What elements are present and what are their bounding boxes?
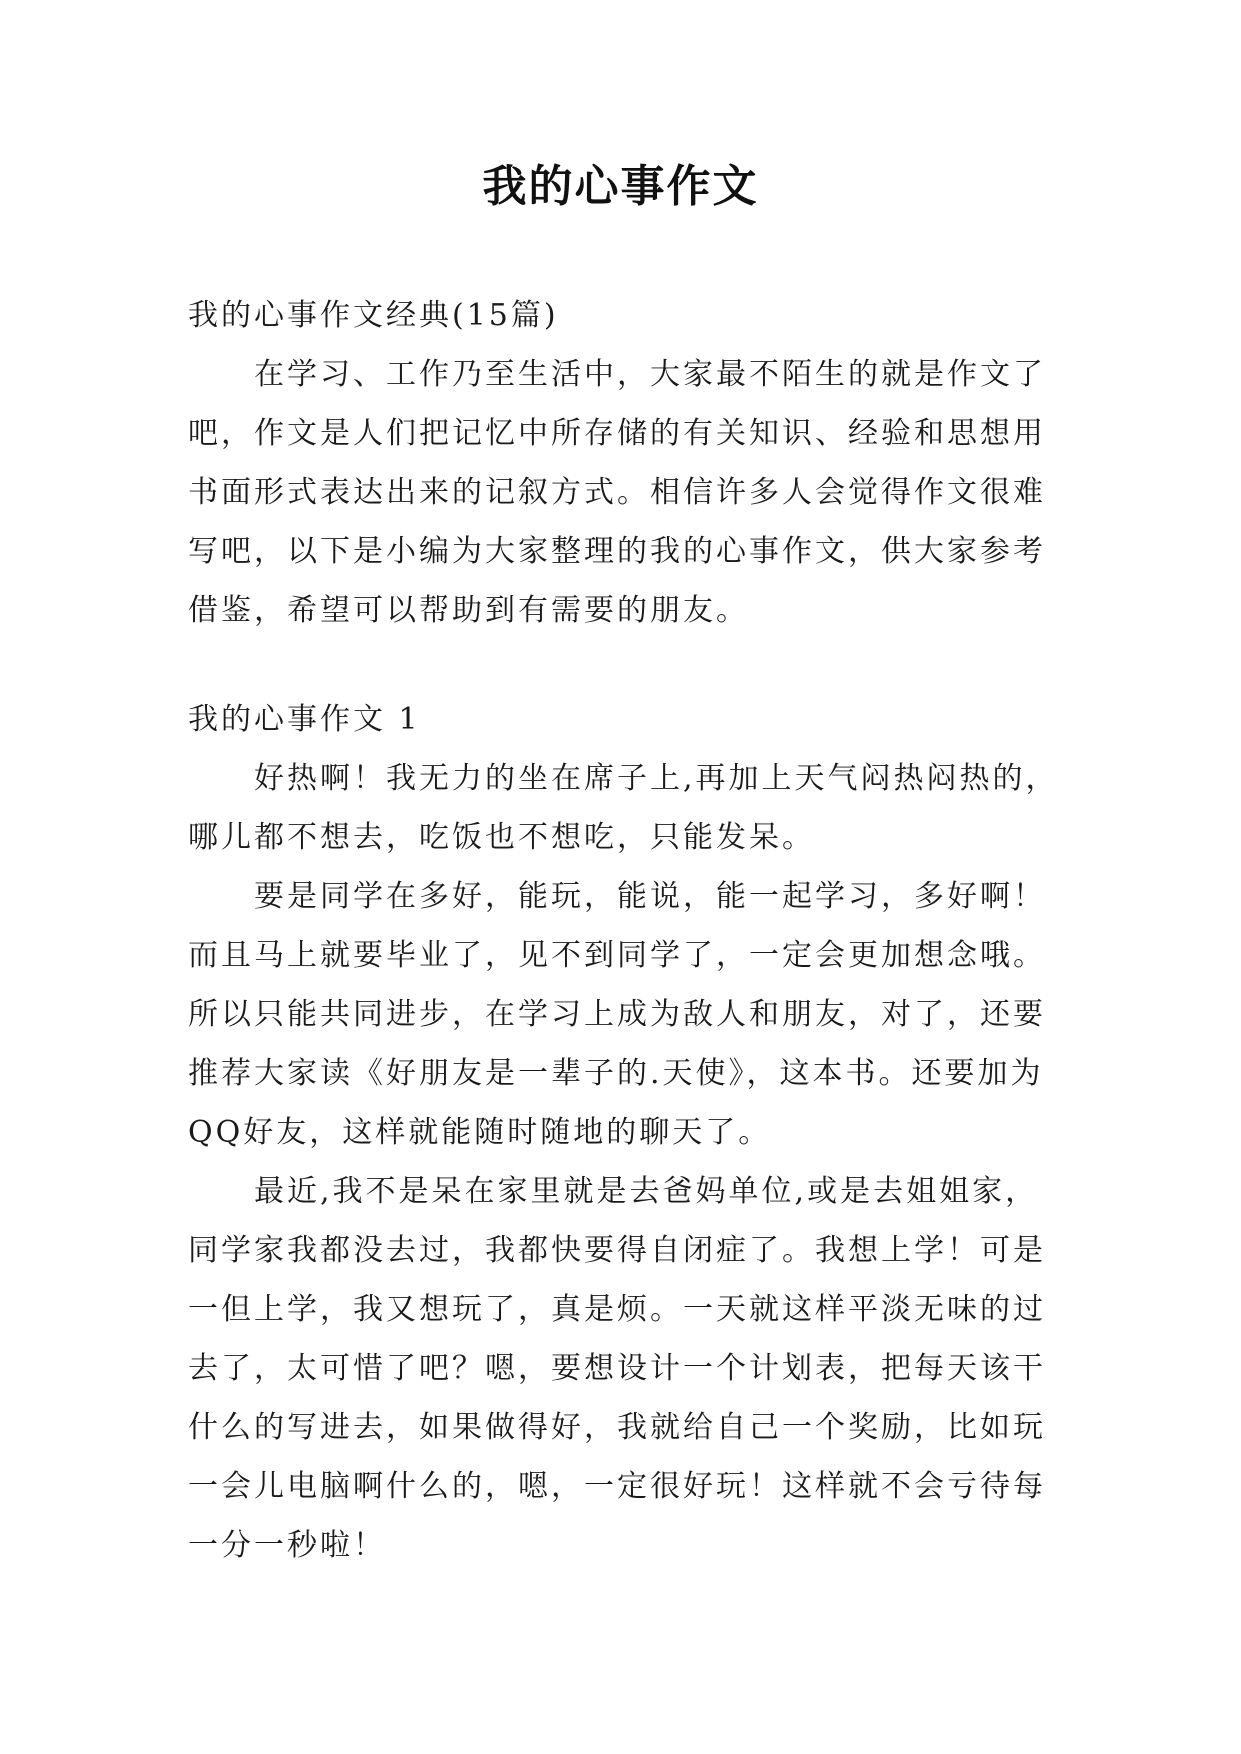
section-spacer: [188, 640, 1068, 690]
body-paragraph-1: 好热啊！我无力的坐在席子上,再加上天气闷热闷热的，哪儿都不想去，吃饭也不想吃，只能发呆。: [188, 761, 1059, 855]
document-body: [188, 286, 1068, 1575]
body-paragraph-3: 最近,我不是呆在家里就是去爸妈单位,或是去姐姐家，同学家我都没去过，我都快要得自闭症了。我想上学！可是一但上学，我又想玩了，真是烦。一天就这样平淡无味的过去了，太可惜了吧？嗯，要想设计一个计划表，把每天该干什么的写进去，如果做得好，我就给自己一个奖励，比如玩一会儿电脑啊什么的，嗯，一定很好玩！这样就不会亏待每一分一秒啦！: [188, 1174, 1046, 1563]
body-paragraph-2: 要是同学在多好，能玩，能说，能一起学习，多好啊！而且马上就要毕业了，见不到同学了，一定会更加想念哦。所以只能共同进步，在学习上成为敌人和朋友，对了，还要推荐大家读《好朋友是一辈子的.天使》，这本书。还要加为QQ好友，这样就能随时随地的聊天了。: [188, 879, 1046, 1150]
section-heading: 我的心事作文 1: [188, 702, 421, 737]
document-title: 我的心事作文: [482, 161, 759, 212]
document-subtitle: 我的心事作文经典(15篇): [188, 298, 559, 333]
intro-paragraph: 在学习、工作乃至生活中，大家最不陌生的就是作文了吧，作文是人们把记忆中所存储的有关知识、经验和思想用书面形式表达出来的记叙方式。相信许多人会觉得作文很难写吧，以下是小编为大家整理的我的心事作文，供大家参考借鉴，希望可以帮助到有需要的朋友。: [188, 357, 1046, 628]
